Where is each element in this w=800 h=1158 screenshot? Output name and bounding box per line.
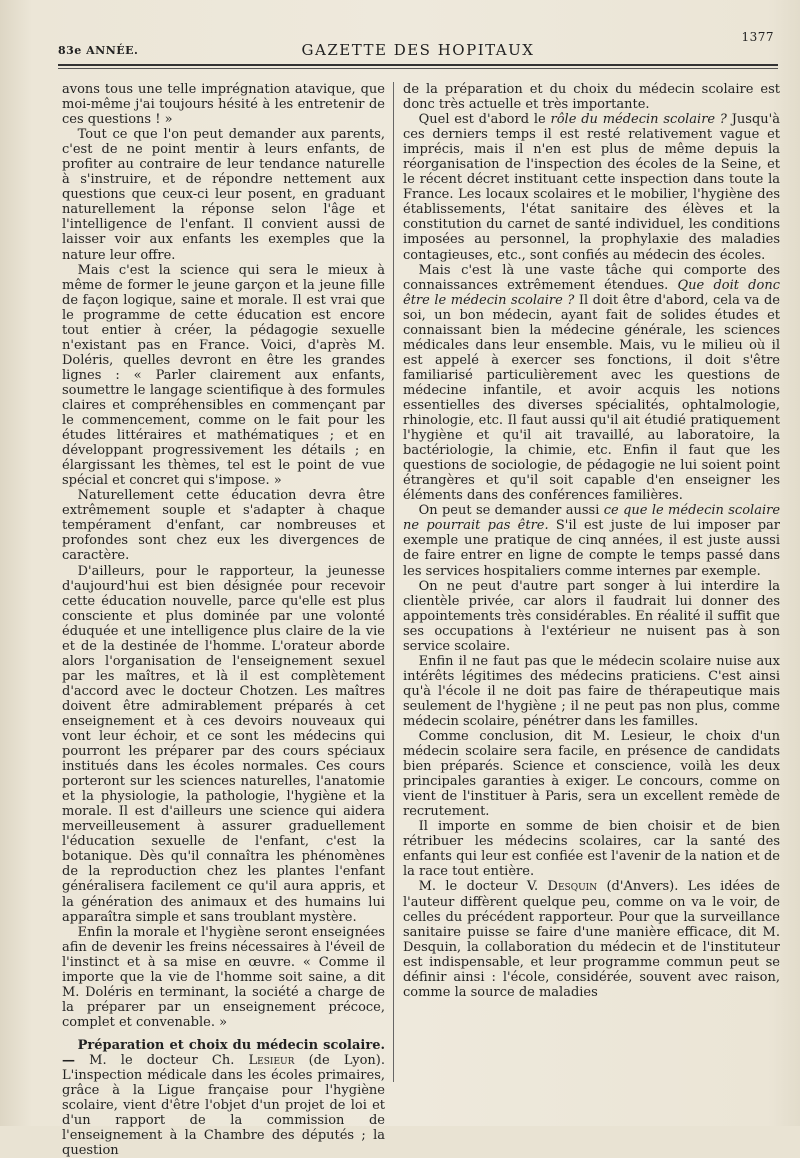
text-run: Jusqu'à ces derniers temps il est resté relativement vague et imprécis, mais il n'en est plus de même depuis la réorganisation de l'inspection des écoles de la Seine, et le récent décret instituant cette inspection dans toute la France. Les locaux scolaires et le mobilier, l'hygiène des établissements, l'état sanitaire des élèves et la constitution du carnet de santé individuel, les conditions imposées au personnel, la prophylaxie des maladies contagieuses, etc., sont confiés au médecin des écoles. <box>403 112 780 263</box>
text-run: S'il est juste de lui imposer par exemple une pratique de cinq années, il est juste aussi de faire entrer en ligne de compte le temps passé dans les services hospitaliers comme internes par exemple. <box>403 518 781 579</box>
section-pre: M. le docteur Ch. <box>89 1053 235 1068</box>
paragraph <box>403 112 780 262</box>
paragraph: Naturellement cette éducation devra être extrêmement souple et s'adapter à chaque tempérament d'enfant, car nombreuses et profondes sont chez eux les divergences de caractère. <box>62 488 385 564</box>
right-column <box>403 82 780 1000</box>
page-header <box>58 30 778 74</box>
section-text: (de Lyon). L'inspection médicale dans les écoles primaires, grâce à la Ligue française pour l'hygiène scolaire, vient d'être l'objet d'un projet de loi et d'un rapport de la commission de l'enseignement à la Chambre des députés ; la question <box>62 1053 385 1158</box>
italic-text: rôle du médecin scolaire ? <box>550 112 727 128</box>
text-run: Il doit être d'abord, cela va de soi, un bon médecin, ayant fait de solides études et connaissant bien la médecine générale, les sciences médicales dans leur ensemble. Mais, vu le milieu où il est appelé à exercer ses fonctions, il doit s'être familiarisé particulièrement avec les questions de médecine infantile, et avoir acquis les notions essentielles des diverses spécialités, ophtalmologie, rhinologie, etc. Il faut aussi qu'il ait étudié pratiquement l'hygiène et qu'il ait travaillé, au laboratoire, la bactériologie, la chimie, etc. Enfin il faut que les questions de sociologie, de pédagogie ne lui soient point étrangères et qu'il soit capable d'en enseigner les éléments dans des conférences familières. <box>403 292 780 504</box>
column-divider <box>393 82 394 1082</box>
paragraph: D'ailleurs, pour le rapporteur, la jeunesse d'aujourd'hui est bien désignée pour recevoir cette éducation nouvelle, parce qu'elle est plus consciente et plus dominée par une volonté éduquée et une intelligence plus claire de la vie et de la destinée de l'homme. L'orateur aborde alors l'organisation de l'enseignement sexuel par les maîtres, et là il est complètement d'accord avec le docteur Chotzen. Les maîtres doivent être admirablement préparés à cet enseignement et à ces devoirs nouveaux qui vont leur échoir, et ce sont les médecins qui pourront les préparer par des cours spéciaux institués dans les écoles normales. Ces cours porteront sur les sciences naturelles, l'anatomie et la physiologie, la pathologie, l'hygiène et la morale. Il est d'ailleurs une science qui aidera merveilleusement à assurer graduellement l'éducation sexuelle de l'enfant, c'est la botanique. Dès qu'il connaîtra les phénomènes de la reproduction chez les plantes l'enfant généralisera facilement ce qu'il aura appris, et la génération des animaux et des humains lui apparaîtra simple et sans troublant mystère. <box>62 563 385 925</box>
author-name: Desquin <box>547 879 598 895</box>
paragraph: Mais c'est la science qui sera le mieux à même de former le jeune garçon et la jeune fille de façon logique, saine et morale. Il est vrai que le programme de cette éducation est encore tout entier à créer, la pédagogie sexuelle n'existant pas en France. Voici, d'après M. Doléris, quelles devront en être les grandes lignes : « Parler clairement aux enfants, soumettre le langage scientifique à des formules claires et compréhensibles en commençant par le commencement, comme on le fait pour les études littéraires et mathématiques ; et en développant progressivement les détails ; en élargissant les thèmes, tel est le point de vue spécial et concret qui s'impose. » <box>62 262 385 489</box>
text-run: M. le docteur V. <box>418 879 539 895</box>
text-run: On peut se demander aussi <box>418 503 600 519</box>
text-run: Quel est d'abord le <box>418 112 546 128</box>
paragraph: Enfin il ne faut pas que le médecin scolaire nuise aux intérêts légitimes des médecins praticiens. C'est ainsi qu'à l'école il ne doit pas faire de thérapeutique mais seulement de l'hygiène ; il ne peut pas non plus, comme médecin scolaire, pénétrer dans les familles. <box>403 653 780 729</box>
text-run: (d'Anvers). Les idées de l'auteur diffèrent quelque peu, comme on va le voir, de celles du précédent rapporteur. Pour que la surveillance sanitaire puisse se faire d'une manière efficace, dit M. Desquin, la collaboration du médecin et de l'instituteur est indispensable, et leur programme commun peut se définir ainsi : l'école, considérée, souvent avec raison, comme la source de maladies <box>403 879 780 1000</box>
paragraph: Il importe en somme de bien choisir et de bien rétribuer les médecins scolaires, car la santé des enfants qui leur est confiée est l'avenir de la nation et de la race tout entière. <box>403 819 780 880</box>
section-heading: Préparation et choix du médecin scolaire. — <box>62 1037 385 1068</box>
paragraph: de la préparation et du choix du médecin scolaire est donc très actuelle et très importante. <box>403 82 780 113</box>
paragraph <box>403 263 780 504</box>
paragraph: avons tous une telle imprégnation atavique, que moi-même j'ai toujours hésité à les entretenir de ces questions ! » <box>62 82 385 128</box>
section-paragraph <box>62 1038 385 1158</box>
paragraph: On ne peut d'autre part songer à lui interdire la clientèle privée, car alors il faudrait lui donner des appointements très considérables. En réalité il suffit que ses occupations à l'extérieur ne nuisent pas à son service scolaire. <box>403 578 780 654</box>
author-name: Lesieur <box>248 1053 295 1068</box>
left-column <box>62 82 385 1158</box>
paragraph: Comme conclusion, dit M. Lesieur, le choix d'un médecin scolaire sera facile, en présence de candidats bien préparés. Science et conscience, voilà les deux principales garanties à exiger. Le concours, comme on vient de l'instituer à Paris, sera un excellent remède de recrutement. <box>403 729 780 820</box>
paragraph: Enfin la morale et l'hygiène seront enseignées afin de devenir les freins nécessaires à l'éveil de l'instinct et à sa mise en œuvre. « Comme il importe que la vie de l'homme soit saine, a dit M. Doléris en terminant, la société a charge de la préparer par un enseignement précoce, complet et convenable. » <box>62 924 385 1030</box>
header-rule-thin <box>58 68 778 69</box>
paragraph <box>403 879 780 999</box>
italic-text: Que doit donc être le médecin scolaire ? <box>403 277 780 308</box>
paragraph <box>403 503 780 578</box>
publication-title: GAZETTE DES HOPITAUX <box>301 41 535 59</box>
italic-text: ce que le médecin scolaire ne pourrait pas être. <box>403 503 781 534</box>
paragraph: Tout ce que l'on peut demander aux parents, c'est de ne point mentir à leurs enfants, de profiter au contraire de leur tendance naturelle à s'instruire, et de répondre nettement aux questions que ceux-ci leur posent, en graduant naturellement la réponse selon l'âge et l'intelligence de l'enfant. Il convient aussi de laisser voir aux enfants les exemples que la nature leur offre. <box>62 127 385 263</box>
header-rule-thick <box>58 64 778 66</box>
year-label: 83e ANNÉE. <box>58 44 139 57</box>
page-number: 1377 <box>741 30 774 44</box>
text-run: Mais c'est là une vaste tâche qui comporte des connaissances extrêmement étendues. <box>403 262 780 293</box>
